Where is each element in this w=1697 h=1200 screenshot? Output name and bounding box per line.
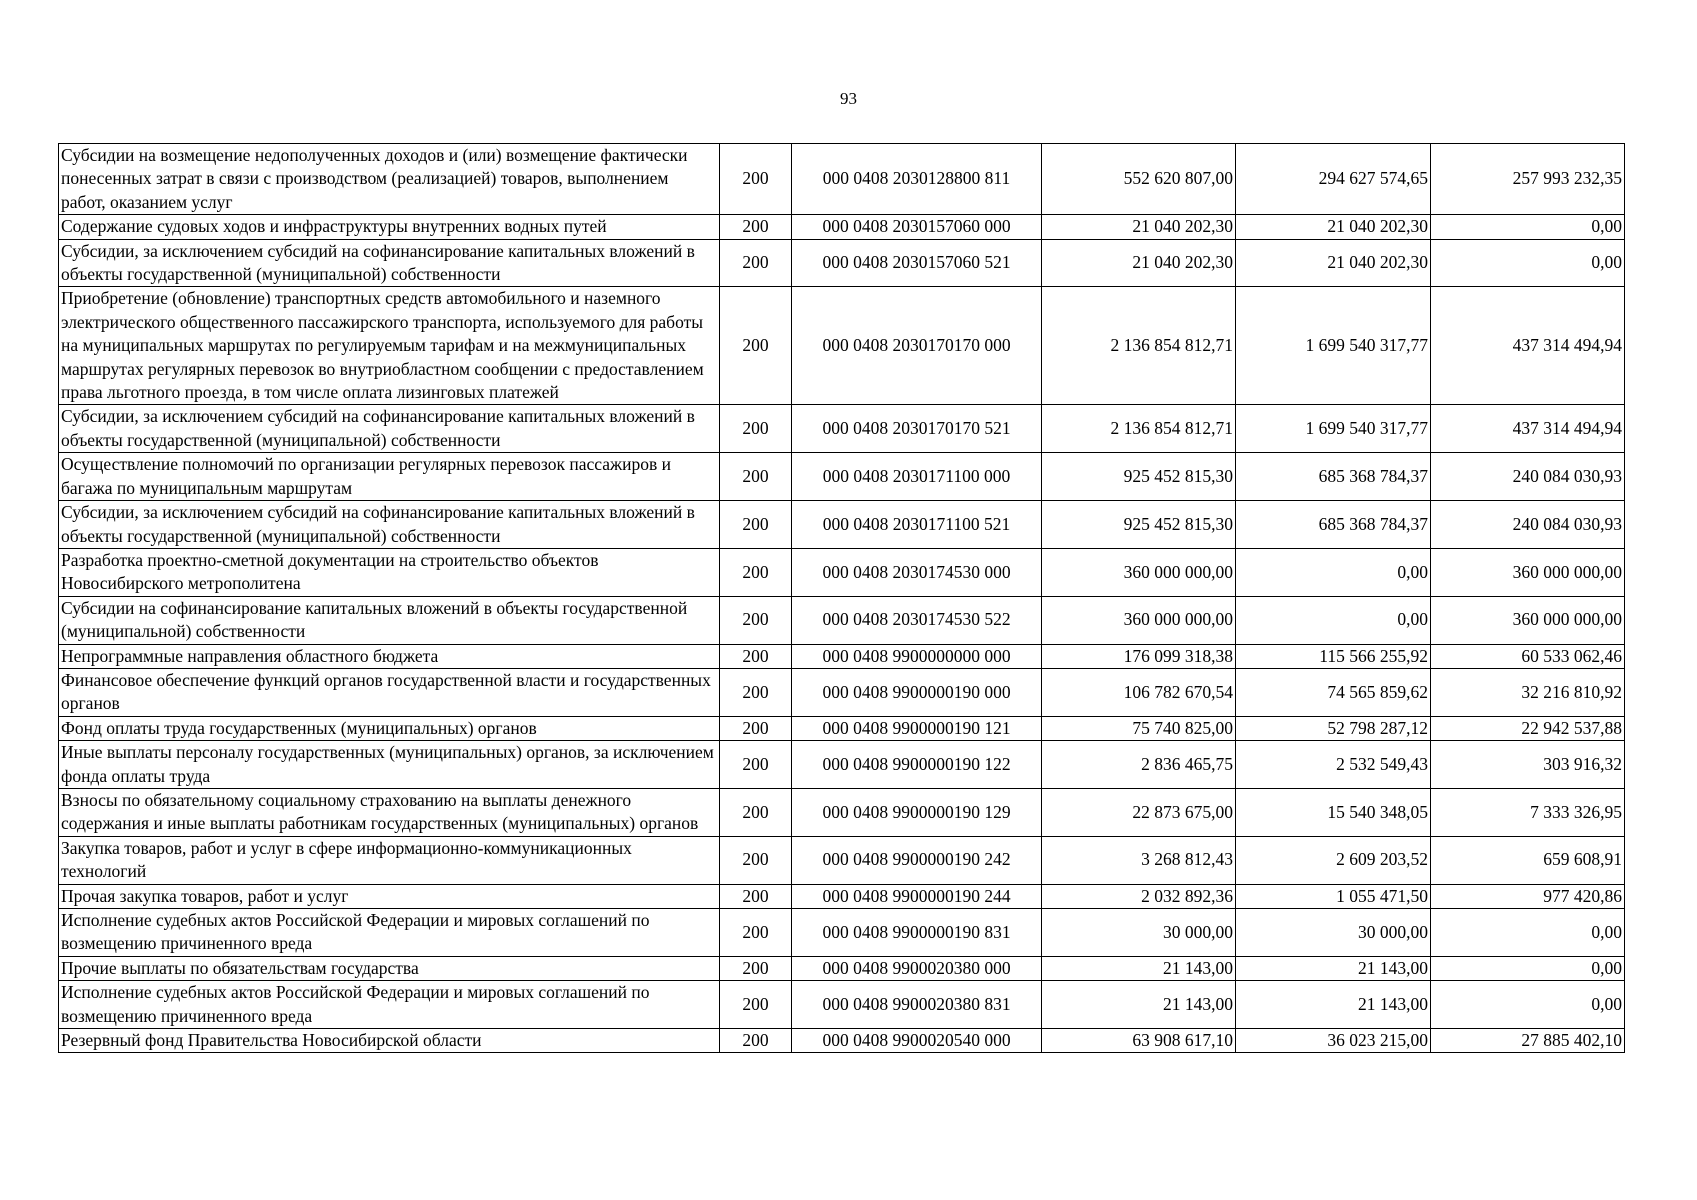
- row-approved-cell: 552 620 807,00: [1042, 144, 1236, 215]
- row-approved-cell: 3 268 812,43: [1042, 836, 1236, 884]
- row-unexecuted-cell: 22 942 537,88: [1431, 716, 1625, 740]
- table-row: [59, 909, 1625, 957]
- table-row: [59, 596, 1625, 644]
- row-unexecuted-cell: 0,00: [1431, 909, 1625, 957]
- row-executed-cell: 115 566 255,92: [1236, 644, 1431, 668]
- row-approved-cell: 21 143,00: [1042, 981, 1236, 1029]
- row-name-cell: Закупка товаров, работ и услуг в сфере информационно-коммуникационных технологий: [59, 836, 720, 884]
- row-approved-cell: 75 740 825,00: [1042, 716, 1236, 740]
- row-kbk-cell: 000 0408 2030157060 521: [792, 239, 1042, 287]
- row-code-cell: 200: [720, 453, 792, 501]
- row-name-cell: Субсидии, за исключением субсидий на софинансирование капитальных вложений в объекты государственной (муниципальной) собственности: [59, 405, 720, 453]
- row-approved-cell: 2 136 854 812,71: [1042, 405, 1236, 453]
- row-unexecuted-cell: 60 533 062,46: [1431, 644, 1625, 668]
- table-row: [59, 501, 1625, 549]
- table-row: [59, 239, 1625, 287]
- row-code-cell: 200: [720, 501, 792, 549]
- row-approved-cell: 925 452 815,30: [1042, 453, 1236, 501]
- table-row: [59, 884, 1625, 908]
- row-unexecuted-cell: 437 314 494,94: [1431, 405, 1625, 453]
- table-row: [59, 836, 1625, 884]
- row-unexecuted-cell: 659 608,91: [1431, 836, 1625, 884]
- row-code-cell: 200: [720, 1029, 792, 1053]
- row-code-cell: 200: [720, 741, 792, 789]
- row-executed-cell: 36 023 215,00: [1236, 1029, 1431, 1053]
- row-unexecuted-cell: 977 420,86: [1431, 884, 1625, 908]
- row-executed-cell: 21 143,00: [1236, 981, 1431, 1029]
- row-name-cell: Прочие выплаты по обязательствам государства: [59, 956, 720, 980]
- row-executed-cell: 294 627 574,65: [1236, 144, 1431, 215]
- row-name-cell: Приобретение (обновление) транспортных средств автомобильного и наземного электрического общественного пассажирского транспорта, используемого для работы на муниципальных маршрутах по регулируемым тарифам и на межмуниципальных маршрутах регулярных перевозок во внутриобластном сообщении с предоставлением права льготного проезда, в том числе оплата лизинговых платежей: [59, 287, 720, 405]
- row-executed-cell: 0,00: [1236, 596, 1431, 644]
- row-name-cell: Разработка проектно-сметной документации на строительство объектов Новосибирского метрополитена: [59, 548, 720, 596]
- table-row: [59, 981, 1625, 1029]
- row-name-cell: Резервный фонд Правительства Новосибирской области: [59, 1029, 720, 1053]
- row-executed-cell: 21 040 202,30: [1236, 239, 1431, 287]
- row-executed-cell: 30 000,00: [1236, 909, 1431, 957]
- row-code-cell: 200: [720, 287, 792, 405]
- row-executed-cell: 2 609 203,52: [1236, 836, 1431, 884]
- row-kbk-cell: 000 0408 2030171100 000: [792, 453, 1042, 501]
- table-row: [59, 788, 1625, 836]
- row-code-cell: 200: [720, 836, 792, 884]
- row-kbk-cell: 000 0408 2030171100 521: [792, 501, 1042, 549]
- row-code-cell: 200: [720, 884, 792, 908]
- row-kbk-cell: 000 0408 2030157060 000: [792, 215, 1042, 239]
- row-executed-cell: 1 699 540 317,77: [1236, 405, 1431, 453]
- row-name-cell: Исполнение судебных актов Российской Федерации и мировых соглашений по возмещению причиненного вреда: [59, 981, 720, 1029]
- row-name-cell: Исполнение судебных актов Российской Федерации и мировых соглашений по возмещению причиненного вреда: [59, 909, 720, 957]
- budget-table: [58, 143, 1625, 1053]
- row-unexecuted-cell: 360 000 000,00: [1431, 548, 1625, 596]
- table-row: [59, 405, 1625, 453]
- row-code-cell: 200: [720, 956, 792, 980]
- row-unexecuted-cell: 240 084 030,93: [1431, 501, 1625, 549]
- row-name-cell: Прочая закупка товаров, работ и услуг: [59, 884, 720, 908]
- row-unexecuted-cell: 257 993 232,35: [1431, 144, 1625, 215]
- row-code-cell: 200: [720, 405, 792, 453]
- table-row: [59, 287, 1625, 405]
- row-approved-cell: 30 000,00: [1042, 909, 1236, 957]
- table-row: [59, 144, 1625, 215]
- row-approved-cell: 21 040 202,30: [1042, 239, 1236, 287]
- row-name-cell: Фонд оплаты труда государственных (муниципальных) органов: [59, 716, 720, 740]
- row-approved-cell: 21 040 202,30: [1042, 215, 1236, 239]
- row-kbk-cell: 000 0408 2030174530 522: [792, 596, 1042, 644]
- budget-table-body: [59, 144, 1625, 1053]
- row-kbk-cell: 000 0408 2030170170 000: [792, 287, 1042, 405]
- row-code-cell: 200: [720, 239, 792, 287]
- row-unexecuted-cell: 32 216 810,92: [1431, 668, 1625, 716]
- row-unexecuted-cell: 7 333 326,95: [1431, 788, 1625, 836]
- row-unexecuted-cell: 0,00: [1431, 981, 1625, 1029]
- row-code-cell: 200: [720, 596, 792, 644]
- row-unexecuted-cell: 303 916,32: [1431, 741, 1625, 789]
- row-kbk-cell: 000 0408 9900020380 000: [792, 956, 1042, 980]
- row-name-cell: Взносы по обязательному социальному страхованию на выплаты денежного содержания и иные выплаты работникам государственных (муниципальных) органов: [59, 788, 720, 836]
- row-executed-cell: 21 040 202,30: [1236, 215, 1431, 239]
- row-kbk-cell: 000 0408 2030128800 811: [792, 144, 1042, 215]
- row-code-cell: 200: [720, 668, 792, 716]
- row-kbk-cell: 000 0408 9900000000 000: [792, 644, 1042, 668]
- row-name-cell: Осуществление полномочий по организации регулярных перевозок пассажиров и багажа по муниципальным маршрутам: [59, 453, 720, 501]
- row-unexecuted-cell: 437 314 494,94: [1431, 287, 1625, 405]
- row-approved-cell: 360 000 000,00: [1042, 548, 1236, 596]
- row-kbk-cell: 000 0408 2030170170 521: [792, 405, 1042, 453]
- row-kbk-cell: 000 0408 9900000190 129: [792, 788, 1042, 836]
- row-approved-cell: 2 032 892,36: [1042, 884, 1236, 908]
- row-code-cell: 200: [720, 981, 792, 1029]
- row-code-cell: 200: [720, 644, 792, 668]
- row-executed-cell: 74 565 859,62: [1236, 668, 1431, 716]
- row-unexecuted-cell: 0,00: [1431, 956, 1625, 980]
- row-kbk-cell: 000 0408 9900000190 000: [792, 668, 1042, 716]
- row-code-cell: 200: [720, 548, 792, 596]
- row-kbk-cell: 000 0408 9900000190 242: [792, 836, 1042, 884]
- row-executed-cell: 52 798 287,12: [1236, 716, 1431, 740]
- row-executed-cell: 685 368 784,37: [1236, 453, 1431, 501]
- row-approved-cell: 63 908 617,10: [1042, 1029, 1236, 1053]
- row-unexecuted-cell: 0,00: [1431, 239, 1625, 287]
- row-kbk-cell: 000 0408 9900000190 831: [792, 909, 1042, 957]
- row-code-cell: 200: [720, 788, 792, 836]
- row-executed-cell: 1 699 540 317,77: [1236, 287, 1431, 405]
- row-name-cell: Непрограммные направления областного бюджета: [59, 644, 720, 668]
- row-kbk-cell: 000 0408 2030174530 000: [792, 548, 1042, 596]
- row-approved-cell: 21 143,00: [1042, 956, 1236, 980]
- row-executed-cell: 2 532 549,43: [1236, 741, 1431, 789]
- row-approved-cell: 22 873 675,00: [1042, 788, 1236, 836]
- row-kbk-cell: 000 0408 9900020540 000: [792, 1029, 1042, 1053]
- table-row: [59, 716, 1625, 740]
- table-row: [59, 741, 1625, 789]
- row-approved-cell: 2 836 465,75: [1042, 741, 1236, 789]
- table-row: [59, 453, 1625, 501]
- row-name-cell: Субсидии, за исключением субсидий на софинансирование капитальных вложений в объекты государственной (муниципальной) собственности: [59, 501, 720, 549]
- row-kbk-cell: 000 0408 9900020380 831: [792, 981, 1042, 1029]
- row-name-cell: Финансовое обеспечение функций органов государственной власти и государственных органов: [59, 668, 720, 716]
- row-unexecuted-cell: 27 885 402,10: [1431, 1029, 1625, 1053]
- row-executed-cell: 685 368 784,37: [1236, 501, 1431, 549]
- row-name-cell: Иные выплаты персоналу государственных (муниципальных) органов, за исключением фонда оплаты труда: [59, 741, 720, 789]
- row-approved-cell: 360 000 000,00: [1042, 596, 1236, 644]
- row-approved-cell: 925 452 815,30: [1042, 501, 1236, 549]
- row-name-cell: Субсидии на софинансирование капитальных вложений в объекты государственной (муниципальной) собственности: [59, 596, 720, 644]
- table-row: [59, 644, 1625, 668]
- row-kbk-cell: 000 0408 9900000190 122: [792, 741, 1042, 789]
- table-row: [59, 548, 1625, 596]
- row-executed-cell: 0,00: [1236, 548, 1431, 596]
- row-code-cell: 200: [720, 215, 792, 239]
- row-name-cell: Субсидии, за исключением субсидий на софинансирование капитальных вложений в объекты государственной (муниципальной) собственности: [59, 239, 720, 287]
- row-executed-cell: 1 055 471,50: [1236, 884, 1431, 908]
- row-executed-cell: 21 143,00: [1236, 956, 1431, 980]
- row-unexecuted-cell: 360 000 000,00: [1431, 596, 1625, 644]
- table-row: [59, 215, 1625, 239]
- row-approved-cell: 106 782 670,54: [1042, 668, 1236, 716]
- row-code-cell: 200: [720, 909, 792, 957]
- row-approved-cell: 2 136 854 812,71: [1042, 287, 1236, 405]
- row-kbk-cell: 000 0408 9900000190 121: [792, 716, 1042, 740]
- row-name-cell: Субсидии на возмещение недополученных доходов и (или) возмещение фактически понесенных затрат в связи с производством (реализацией) товаров, выполнением работ, оказанием услуг: [59, 144, 720, 215]
- row-code-cell: 200: [720, 144, 792, 215]
- table-row: [59, 1029, 1625, 1053]
- row-code-cell: 200: [720, 716, 792, 740]
- row-unexecuted-cell: 0,00: [1431, 215, 1625, 239]
- row-unexecuted-cell: 240 084 030,93: [1431, 453, 1625, 501]
- page-number: 93: [840, 89, 857, 108]
- table-row: [59, 956, 1625, 980]
- row-name-cell: Содержание судовых ходов и инфраструктуры внутренних водных путей: [59, 215, 720, 239]
- row-kbk-cell: 000 0408 9900000190 244: [792, 884, 1042, 908]
- row-executed-cell: 15 540 348,05: [1236, 788, 1431, 836]
- table-row: [59, 668, 1625, 716]
- row-approved-cell: 176 099 318,38: [1042, 644, 1236, 668]
